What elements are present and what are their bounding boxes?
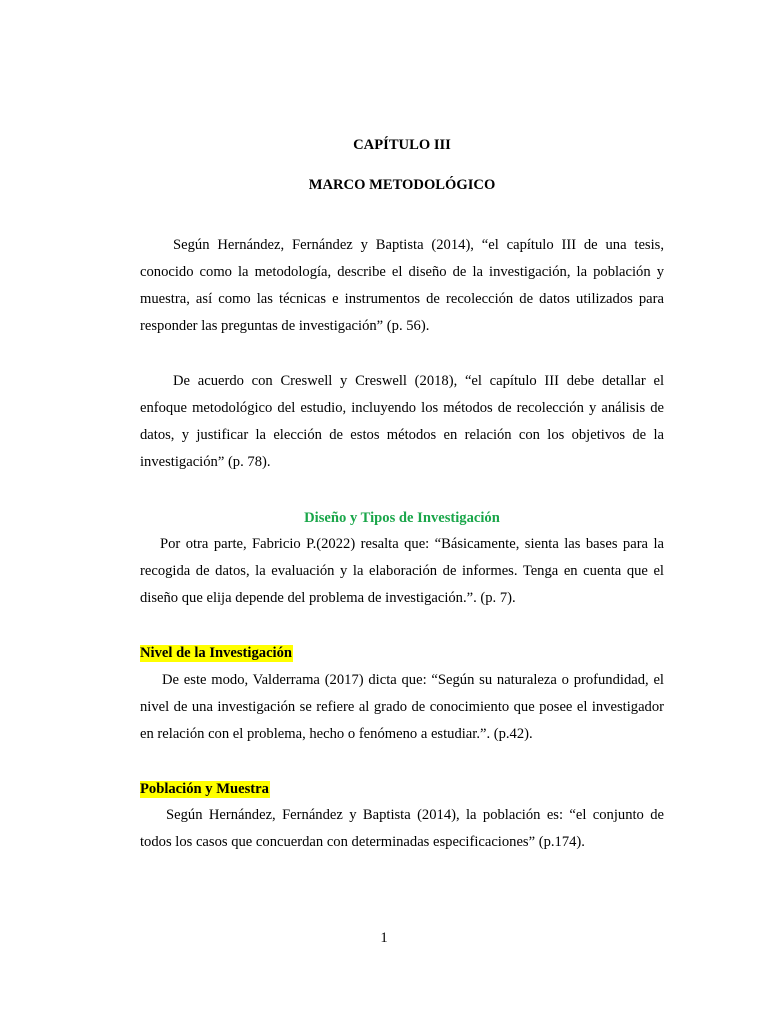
paragraph-1: Según Hernández, Fernández y Baptista (2014), “el capítulo III de una tesis, conocido como la metodología, describe el diseño de la investigación, la población y muestra, así como las técnicas e instrumentos de recolección de datos utilizados para responder las preguntas de investigación” (p. 56). [140, 237, 664, 334]
page-number: 1 [380, 930, 388, 946]
section-title-design: Diseño y Tipos de Investigación [304, 510, 500, 526]
highlighted-title-population: Población y Muestra [140, 781, 269, 797]
section-text-design: Por otra parte, Fabricio P.(2022) resalta que: “Básicamente, sienta las bases para la recogida de datos, la evaluación y la elaboración de informes. Tenga en cuenta que el diseño que elija depende del problema de investigación.”. (p. 7). [140, 536, 664, 606]
section-title-level [140, 643, 293, 663]
chapter-subtitle: MARCO METODOLÓGICO [308, 177, 496, 193]
section-text-level: De este modo, Valderrama (2017) dicta que: “Según su naturaleza o profundidad, el nivel de una investigación se refiere al grado de conocimiento que posee el investigador en relación con el problema, hecho o fenómeno a estudiar.”. (p.42). [140, 672, 664, 742]
chapter-title: CAPÍTULO III [353, 137, 451, 153]
highlighted-title-level: Nivel de la Investigación [140, 645, 293, 661]
section-text-population: Según Hernández, Fernández y Baptista (2014), la población es: “el conjunto de todos los casos que concuerdan con determinadas especificaciones” (p.174). [140, 807, 664, 850]
paragraph-2: De acuerdo con Creswell y Creswell (2018), “el capítulo III debe detallar el enfoque metodológico del estudio, incluyendo los métodos de recolección y análisis de datos, y justificar la elección de estos métodos en relación con los objetivos de la investigación” (p. 78). [140, 373, 664, 470]
section-title-population [140, 779, 270, 799]
